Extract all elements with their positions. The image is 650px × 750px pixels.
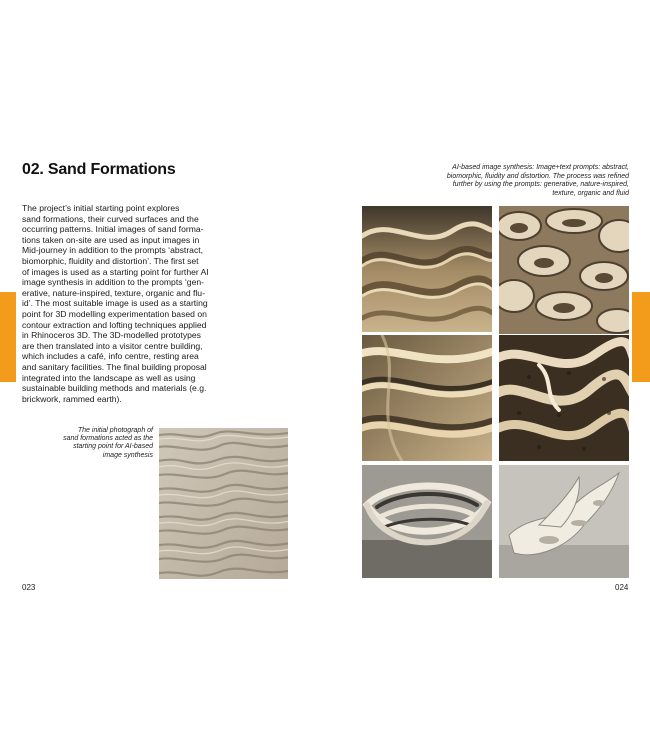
ai-image-5 [362, 465, 492, 578]
ai-image-4 [499, 335, 629, 461]
ai-image-3 [362, 335, 492, 461]
section-title: 02. Sand Formations [22, 161, 176, 178]
ai-image-6 [499, 465, 629, 578]
page-number-left: 023 [22, 583, 36, 592]
page-edge-tab-left [0, 292, 16, 382]
sand-formation-photo [159, 428, 288, 579]
page-edge-tab-right [632, 292, 650, 382]
ai-image-2 [499, 206, 629, 334]
page-number-right: 024 [615, 583, 629, 592]
body-paragraph: The project’s initial starting point explores sand formations, their curved surfaces and the occurring patterns. Initial images of sand forma- tions taken on-site are used as input images in Mid-journey in addition to the prompts ‘abstract, biomorphic, fluidity and distortion’. The first set of images is used as a starting point for further AI image synthesis in addition to the prompts ‘gen- erative, nature-inspired, texture, organic and flu- id’. The most suitable image is used as a starting point for 3D modelling experimentation based on contour extraction and lofting techniques applied in Rhinoceros 3D. The 3D-modelled prototypes are then translated into a visitor centre building, which includes a café, info centre, resting area and sanitary facilities. The final building proposal integrated into the landscape as well as using sustainable building methods and materials (e.g. brickwork, rammed earth). [22, 203, 209, 404]
ai-image-1 [362, 206, 492, 332]
photo-caption: The initial photograph of sand formations acted as the starting point for AI-based image synthesis [63, 427, 153, 459]
ai-synthesis-caption: AI-based image synthesis: Image+text prompts: abstract, biomorphic, fluidity and distortion. The process was refined further by using the prompts: generative, nature-inspired, texture, organic and fluid [446, 164, 629, 197]
